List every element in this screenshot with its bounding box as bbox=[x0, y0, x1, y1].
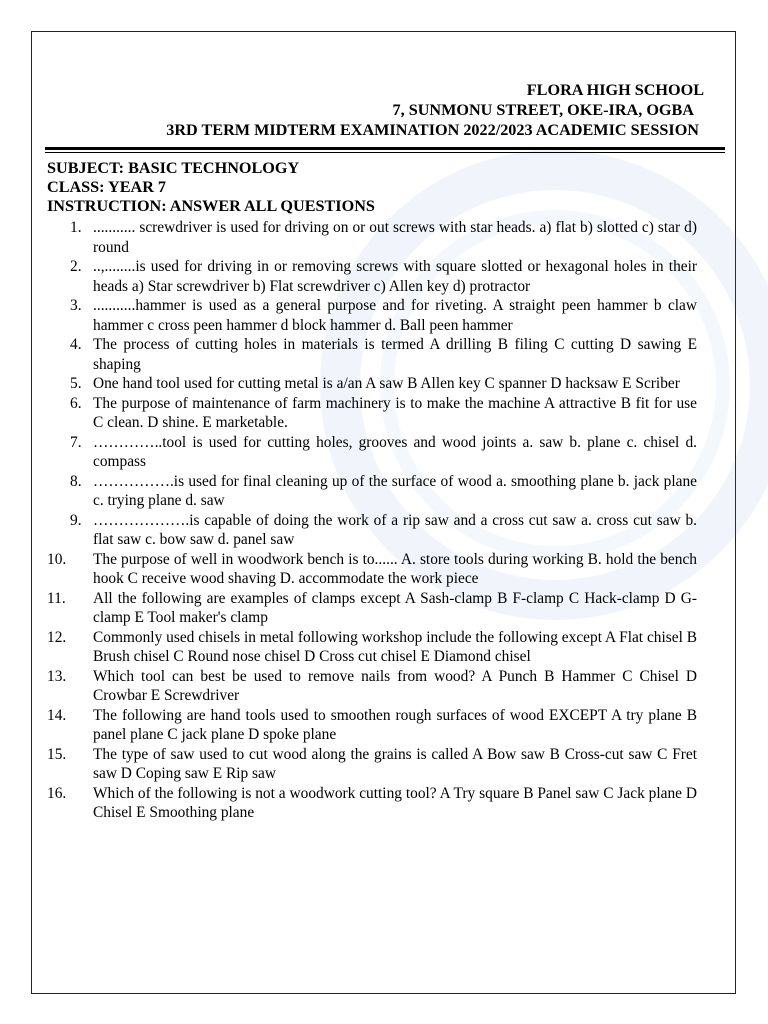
question-item bbox=[47, 374, 697, 394]
subject-line: SUBJECT: BASIC TECHNOLOGY bbox=[47, 159, 300, 177]
question-text: …………..tool is used for cutting holes, grooves and wood joints a. saw b. plane c. chisel d. compass bbox=[93, 433, 697, 470]
question-item bbox=[47, 628, 697, 667]
school-name: FLORA HIGH SCHOOL bbox=[526, 81, 704, 99]
question-text: ........... screwdriver is used for driving on or out screws with star heads. a) flat b) slotted c) star d) round bbox=[93, 219, 697, 256]
question-item bbox=[47, 589, 697, 628]
question-number: 14. bbox=[47, 706, 67, 724]
question-number: 13. bbox=[47, 667, 67, 685]
question-number: 15. bbox=[47, 745, 67, 763]
question-number: 3. bbox=[70, 297, 82, 314]
question-number: 1. bbox=[70, 219, 82, 236]
question-text: ……………….is capable of doing the work of a rip saw and a cross cut saw a. cross cut saw b. flat saw c. bow saw d. panel saw bbox=[93, 511, 697, 548]
question-item bbox=[47, 257, 697, 296]
question-text: The purpose of maintenance of farm machinery is to make the machine A attractive B fit for use C clean. D shine. E marketable. bbox=[93, 394, 697, 431]
question-number: 8. bbox=[70, 472, 82, 490]
question-text: Which tool can best be used to remove nails from wood? A Punch B Hammer C Chisel D Crowbar E Screwdriver bbox=[93, 667, 697, 704]
question-item bbox=[47, 550, 697, 589]
question-text: The purpose of well in woodwork bench is to...... A. store tools during working B. hold the bench hook C receive wood shaving D. accommodate the work piece bbox=[93, 550, 697, 587]
question-list bbox=[47, 218, 697, 823]
question-number: 7. bbox=[70, 433, 82, 451]
question-text: The following are hand tools used to smoothen rough surfaces of wood EXCEPT A try plane B panel plane C jack plane D spoke plane bbox=[93, 706, 697, 743]
question-number: 5. bbox=[70, 375, 82, 392]
class-line: CLASS: YEAR 7 bbox=[47, 178, 167, 196]
question-number: 10. bbox=[47, 550, 67, 568]
question-number: 6. bbox=[70, 394, 82, 412]
question-item bbox=[47, 784, 697, 823]
header-divider-thin bbox=[45, 152, 725, 153]
question-item bbox=[47, 745, 697, 784]
question-text: Which of the following is not a woodwork cutting tool? A Try square B Panel saw C Jack plane D Chisel E Smoothing plane bbox=[93, 784, 697, 821]
question-item bbox=[47, 218, 697, 257]
school-address: 7, SUNMONU STREET, OKE-IRA, OGBA bbox=[392, 101, 694, 119]
question-text: ..,........is used for driving in or removing screws with square slotted or hexagonal holes in their heads a) Star screwdriver b) Flat screwdriver c) Allen key d) protractor bbox=[93, 258, 697, 295]
question-item bbox=[47, 335, 697, 374]
question-number: 16. bbox=[47, 784, 67, 802]
question-text: ...........hammer is used as a general purpose and for riveting. A straight peen hammer b claw hammer c cross peen hammer d block hammer d. Ball peen hammer bbox=[93, 297, 697, 334]
question-text: One hand tool used for cutting metal is a/an A saw B Allen key C spanner D hacksaw E Scriber bbox=[93, 375, 680, 392]
question-number: 4. bbox=[70, 336, 82, 353]
question-text: All the following are examples of clamps except A Sash-clamp B F-clamp C Hack-clamp D G-clamp E Tool maker's clamp bbox=[93, 589, 697, 626]
question-text: The type of saw used to cut wood along the grains is called A Bow saw B Cross-cut saw C Fret saw D Coping saw E Rip saw bbox=[93, 745, 697, 782]
question-item bbox=[47, 472, 697, 511]
question-item bbox=[47, 511, 697, 550]
question-item bbox=[47, 296, 697, 335]
exam-title: 3RD TERM MIDTERM EXAMINATION 2022/2023 ACADEMIC SESSION bbox=[166, 121, 699, 139]
question-item bbox=[47, 667, 697, 706]
question-number: 2. bbox=[70, 258, 82, 275]
question-text: The process of cutting holes in materials is termed A drilling B filing C cutting D sawing E shaping bbox=[93, 336, 697, 373]
instruction-line: INSTRUCTION: ANSWER ALL QUESTIONS bbox=[47, 197, 375, 215]
question-text: Commonly used chisels in metal following workshop include the following except A Flat chisel B Brush chisel C Round nose chisel D Cross cut chisel E Diamond chisel bbox=[93, 628, 697, 665]
question-item bbox=[47, 706, 697, 745]
question-number: 12. bbox=[47, 628, 67, 646]
question-item bbox=[47, 394, 697, 433]
question-number: 11. bbox=[47, 589, 66, 607]
question-text: …………….is used for final cleaning up of the surface of wood a. smoothing plane b. jack plane c. trying plane d. saw bbox=[93, 472, 697, 509]
question-number: 9. bbox=[70, 511, 82, 529]
header-divider-thick bbox=[45, 147, 725, 150]
question-item bbox=[47, 433, 697, 472]
